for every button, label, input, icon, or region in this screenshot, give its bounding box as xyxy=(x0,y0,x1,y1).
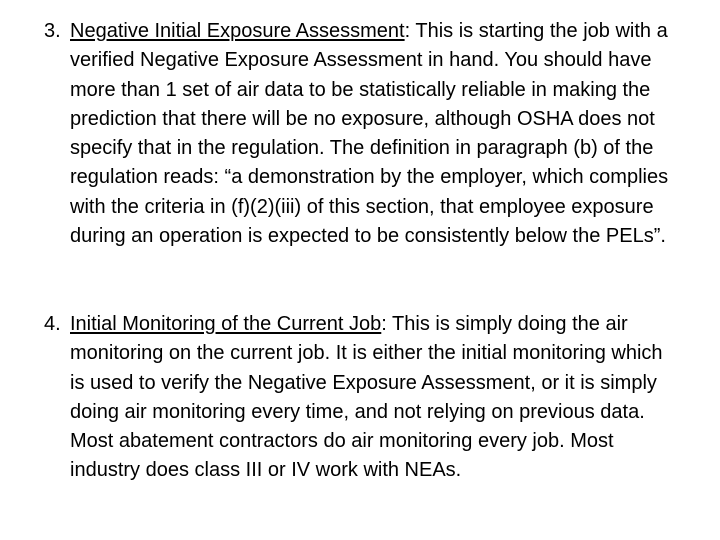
item-heading: Negative Initial Exposure Assessment xyxy=(70,20,405,42)
item-body xyxy=(70,17,670,251)
list-item-3 xyxy=(44,17,670,251)
item-heading: Initial Monitoring of the Current Job xyxy=(70,313,382,335)
item-number: 3. xyxy=(44,20,61,42)
item-text: : This is starting the job with a verified Negative Exposure Assessment in hand. You should have more than 1 set of air data to be statistically reliable in making the prediction that there will be no exposure, although OSHA does not specify that in the regulation. The definition in paragraph (b) of the regulation reads: “a demonstration by the employer, which complies with the criteria in (f)(2)(iii) of this section, that employee exposure during an operation is expected to be consistently below the PELs”. xyxy=(70,20,669,248)
list-item-4 xyxy=(44,310,670,486)
item-text: : This is simply doing the air monitoring on the current job. It is either the initial monitoring which is used to verify the Negative Exposure Assessment, or it is simply doing air monitoring every time, and not relying on previous data. Most abatement contractors do air monitoring every job. Most industry does class III or IV work with NEAs. xyxy=(70,313,663,482)
item-body xyxy=(70,310,670,486)
item-number: 4. xyxy=(44,313,61,335)
